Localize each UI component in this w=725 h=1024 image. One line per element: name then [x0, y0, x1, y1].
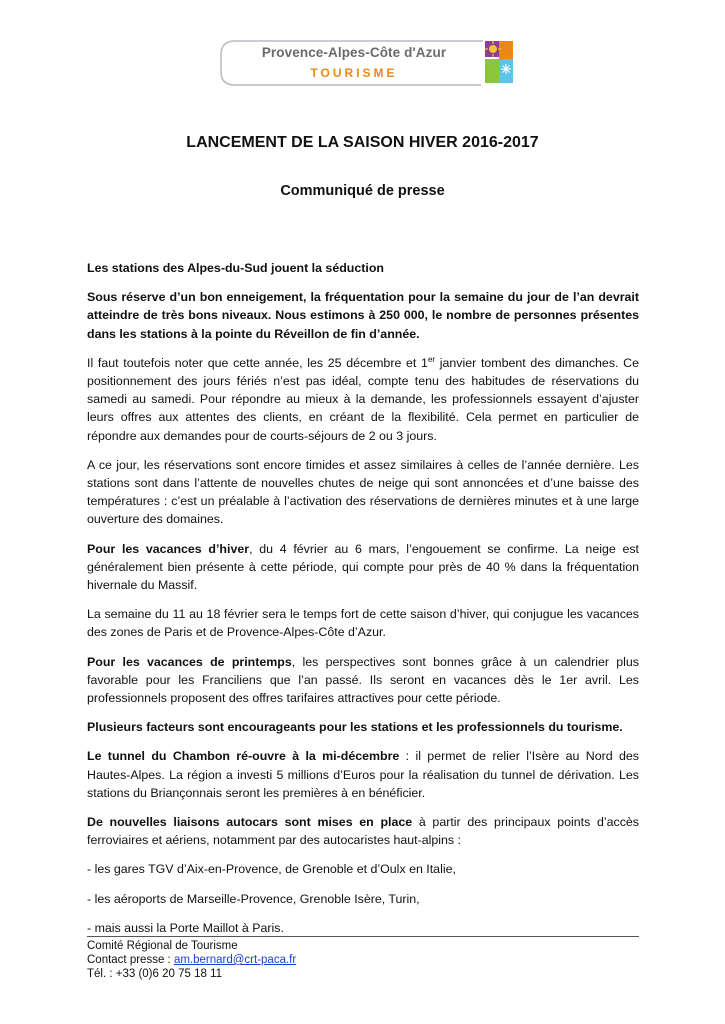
page-title: LANCEMENT DE LA SAISON HIVER 2016-2017 — [186, 134, 539, 151]
paragraph — [87, 540, 639, 595]
lead-paragraph: Sous réserve d’un bon enneigement, la fréquentation pour la semaine du jour de l’an devrait atteindre de très bons niveaux. Nous estimons à 250 000, le nombre de personnes présentes dans les stations à la pointe du Réveillon de fin d’année. — [87, 290, 639, 341]
paragraph — [87, 653, 639, 708]
paragraph-text: , les perspectives sont bonnes grâce à un calendrier plus favorable pour les Franciliens que l’an passé. Ils seront en vacances dès le 1er avril. Les professionnels proposent des offres tarifaires attractives pour cette période. — [87, 654, 640, 706]
contact-email-link[interactable]: am.bernard@crt-paca.fr — [173, 954, 297, 966]
crt-paca-logo — [213, 37, 515, 88]
section-heading: Plusieurs facteurs sont encourageants pour les stations et les professionnels du tourisme. — [87, 720, 623, 735]
footer-organization: Comité Régional de Tourisme — [87, 940, 238, 952]
paragraph — [87, 354, 639, 445]
bold-lead: Le tunnel du Chambon ré-ouvre à la mi-décembre — [87, 749, 400, 764]
page-subtitle: Communiqué de presse — [280, 183, 445, 199]
list-item: - les aéroports de Marseille-Provence, Grenoble Isère, Turin, — [87, 891, 420, 906]
paragraph: A ce jour, les réservations sont encore timides et assez similaires à celles de l’année dernière. Les stations sont dans l’attente de nouvelles chutes de neige qui sont annoncées et d’une baisse des températures : c’est un préalable à l’activation des réservations de dernières minutes et à une large ouverture des domaines. — [87, 457, 639, 527]
logo-green-tile — [485, 59, 499, 83]
footer-phone: Tél. : +33 (0)6 20 75 18 11 — [87, 968, 223, 980]
logo-subtitle: TOURISME — [310, 66, 398, 80]
footer — [87, 939, 296, 981]
paragraph-text: à partir des principaux points d’accès ferroviaires et aériens, notamment par des autocaristes haut-alpins : — [87, 815, 640, 848]
footer-divider — [87, 936, 639, 937]
footer-contact — [87, 953, 296, 967]
bold-lead: Pour les vacances d’hiver — [87, 541, 250, 556]
list-item: - mais aussi la Porte Maillot à Paris. — [87, 920, 284, 935]
bold-lead: Pour les vacances de printemps — [87, 654, 292, 669]
logo-orange-tile — [499, 41, 513, 59]
section-heading: Les stations des Alpes-du-Sud jouent la séduction — [87, 261, 384, 275]
paragraph-text: janvier tombent des dimanches. Ce positionnement des jours fériés n’est pas idéal, compte tenu des habitudes de réservations du samedi au samedi. Pour répondre au mieux à la demande, les professionnels essayent d’ajuster leurs offres aux attentes des clients, en créant de la flexibilité. Cela permet en particulier de répondre aux demandes pour de courts-séjours de 2 ou 3 jours. — [87, 355, 639, 443]
list-item: - les gares TGV d’Aix-en-Provence, de Grenoble et d’Oulx en Italie, — [87, 862, 456, 877]
logo-name: Provence-Alpes-Côte d'Azur — [261, 45, 447, 60]
paragraph-text: Il faut toutefois noter que cette année, les 25 décembre et 1 — [87, 355, 428, 370]
article-body — [87, 259, 639, 948]
paragraph — [87, 813, 639, 849]
contact-label: Contact presse : — [87, 954, 174, 966]
paragraph-text: : il permet de relier l’Isère au Nord des Hautes-Alpes. La région a investi 5 millions d’Euros pour la réalisation du tunnel de dérivation. Les stations du Briançonnais seront les premières à en bénéficier. — [87, 749, 639, 800]
ordinal-superscript: er — [427, 354, 436, 364]
paragraph: La semaine du 11 au 18 février sera le temps fort de cette saison d’hiver, qui conjugue les vacances des zones de Paris et de Provence-Alpes-Côte d’Azur. — [87, 607, 639, 640]
paragraph-text: , du 4 février au 6 mars, l’engouement se confirme. La neige est généralement bien présente à cette période, qui compte pour près de 40 % dans la fréquentation hivernale du Massif. — [87, 541, 639, 593]
bold-lead: De nouvelles liaisons autocars sont mises en place — [87, 815, 413, 830]
paragraph — [87, 747, 639, 802]
